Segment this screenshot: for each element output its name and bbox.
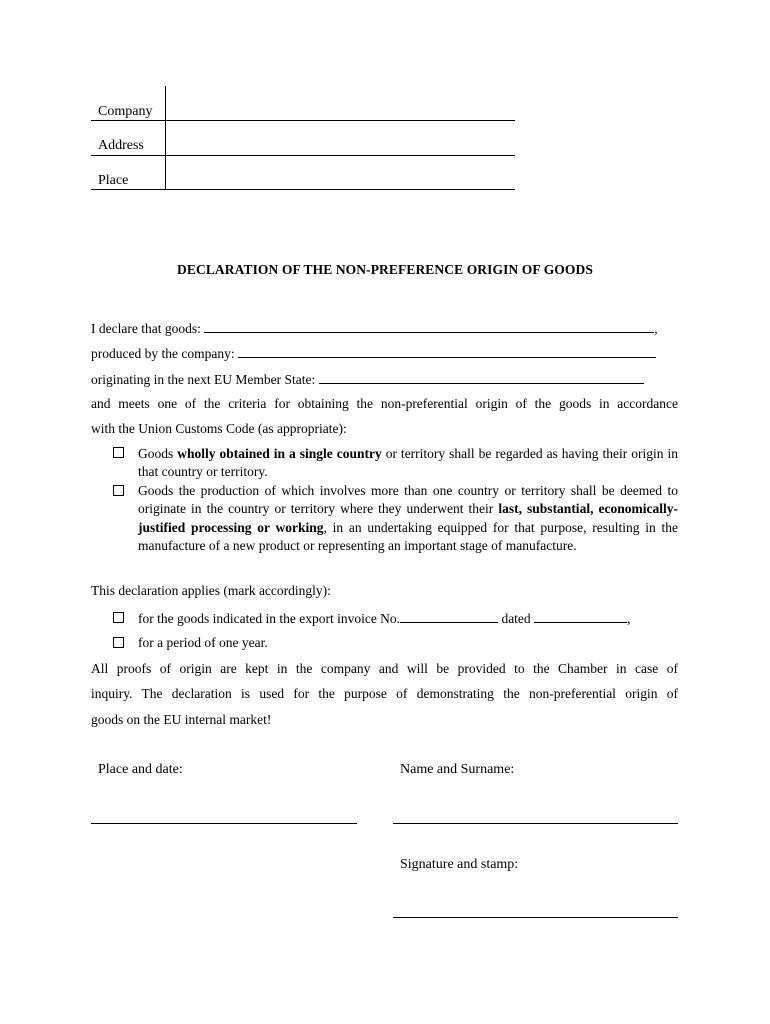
member-state-label: originating in the next EU Member State: [91, 372, 319, 387]
producer-field[interactable] [238, 345, 656, 358]
proofs-line-3: goods on the EU internal market! [91, 712, 272, 727]
address-field[interactable] [91, 155, 515, 156]
invoice-label: for the goods indicated in the export invoice No. [138, 611, 401, 626]
place-field[interactable] [91, 189, 515, 190]
signature-stamp-field[interactable] [393, 917, 678, 918]
multi-country-checkbox[interactable] [113, 485, 124, 496]
place-date-field[interactable] [91, 823, 357, 824]
member-state-line [91, 371, 678, 388]
header-field-divider [165, 86, 166, 189]
member-state-field[interactable] [319, 371, 644, 384]
one-year-checkbox[interactable] [113, 637, 124, 648]
proofs-line-2: inquiry. The declaration is used for the purpose of demonstrating the non-preferential origin of [91, 686, 678, 701]
goods-field[interactable] [204, 320, 654, 333]
place-label: Place [98, 173, 129, 188]
name-surname-field[interactable] [393, 823, 678, 824]
signature-stamp-label: Signature and stamp: [400, 857, 519, 872]
wholly-obtained-checkbox[interactable] [113, 447, 124, 458]
invoice-checkbox[interactable] [113, 612, 124, 623]
document-title: DECLARATION OF THE NON-PREFERENCE ORIGIN OF GOODS [177, 262, 593, 277]
place-date-label: Place and date: [98, 762, 183, 777]
company-line [91, 345, 678, 362]
criteria-line-1: and meets one of the criteria for obtaining the non-preferential origin of the goods in accordance [91, 396, 678, 411]
option-2-text: Goods the production of which involves more than one country or territory shall be deemed to originate in the country or territory where they underwent their last, substantial, economically-justified processing or working, in an undertaking equipped for that purpose, resulting in the manufacture of a new product or representing an important stage of manufacture. [138, 483, 679, 553]
invoice-date-field[interactable] [534, 610, 627, 623]
option-1-bold: wholly obtained in a single country [177, 446, 382, 461]
proofs-line-1: All proofs of origin are kept in the company and will be provided to the Chamber in case of [91, 661, 678, 676]
criteria-line-2: with the Union Customs Code (as appropriate): [91, 421, 347, 436]
invoice-number-field[interactable] [400, 610, 498, 623]
goods-label: I declare that goods: [91, 321, 205, 336]
producer-label: produced by the company: [91, 346, 238, 361]
invoice-line: for the goods indicated in the export invoice No. dated , [138, 611, 631, 626]
name-surname-label: Name and Surname: [400, 762, 515, 777]
goods-comma: , [654, 321, 658, 336]
period-label: for a period of one year. [138, 635, 268, 650]
goods-line [91, 320, 678, 337]
company-label: Company [98, 104, 153, 119]
option-1-text: Goods wholly obtained in a single country or territory shall be regarded as having their origin in that country or territory. [138, 446, 678, 480]
company-field[interactable] [91, 120, 515, 121]
address-label: Address [98, 138, 144, 153]
dated-label: dated [498, 611, 535, 626]
applies-heading: This declaration applies (mark accordingly): [91, 583, 331, 598]
option-2-bold: last, substantial, economically-justified processing or working [138, 501, 678, 535]
